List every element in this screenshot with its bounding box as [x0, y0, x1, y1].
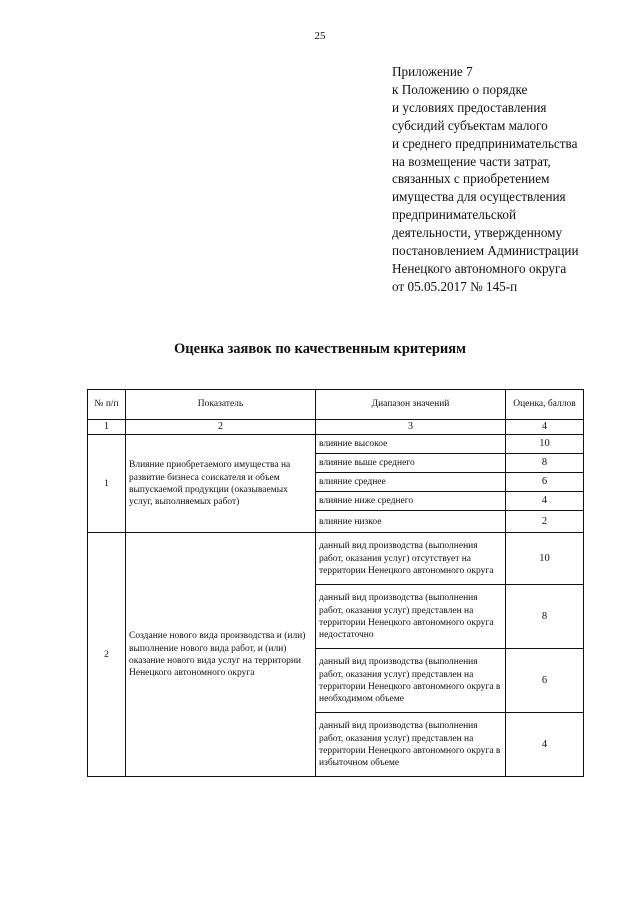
range-cell: данный вид производства (выполнения работ, оказания услуг) представлен на территории Ненецкого автономного округа недостаточно	[316, 585, 506, 649]
column-index: 3	[316, 420, 506, 435]
appendix-line: на возмещение части затрат,	[392, 153, 551, 169]
criteria-table	[87, 389, 584, 777]
table-row	[88, 435, 584, 454]
appendix-line: постановлением Администрации	[392, 243, 579, 259]
table-header-row	[88, 390, 584, 420]
indicator-cell: Влияние приобретаемого имущества на развитие бизнеса соискателя и объем выпускаемой продукции (оказываемых услуг, выполняемых работ)	[126, 435, 316, 533]
document-title: Оценка заявок по качественным критериям	[174, 341, 466, 357]
appendix-reference	[392, 63, 627, 296]
column-index: 2	[126, 420, 316, 435]
range-cell: влияние ниже среднего	[316, 492, 506, 511]
score-cell: 8	[506, 454, 584, 473]
range-cell: данный вид производства (выполнения работ, оказания услуг) представлен на территории Ненецкого автономного округа в избыточном объеме	[316, 713, 506, 777]
appendix-line: к Положению о порядке	[392, 81, 528, 97]
row-number: 1	[88, 435, 126, 533]
score-cell: 4	[506, 713, 584, 777]
score-cell: 4	[506, 492, 584, 511]
range-cell: влияние низкое	[316, 511, 506, 533]
column-index-row	[88, 420, 584, 435]
header-score: Оценка, баллов	[506, 390, 584, 420]
appendix-line: Приложение 7	[392, 64, 473, 79]
range-cell: влияние среднее	[316, 473, 506, 492]
appendix-line: и среднего предпринимательства	[392, 135, 578, 151]
appendix-line: от 05.05.2017 № 145-п	[392, 278, 518, 294]
column-index: 1	[88, 420, 126, 435]
appendix-line: предпринимательской	[392, 207, 517, 223]
range-cell: влияние высокое	[316, 435, 506, 454]
score-cell: 8	[506, 585, 584, 649]
header-indicator: Показатель	[126, 390, 316, 420]
appendix-line: Ненецкого автономного округа	[392, 260, 567, 276]
score-cell: 6	[506, 473, 584, 492]
appendix-line: деятельности, утвержденному	[392, 225, 563, 241]
row-number: 2	[88, 533, 126, 777]
appendix-line: имущества для осуществления	[392, 189, 566, 205]
header-range: Диапазон значений	[316, 390, 506, 420]
appendix-line: и условиях предоставления	[392, 99, 547, 115]
score-cell: 2	[506, 511, 584, 533]
range-cell: данный вид производства (выполнения работ, оказания услуг) отсутствует на территории Ненецкого автономного округа	[316, 533, 506, 585]
score-cell: 10	[506, 435, 584, 454]
appendix-line: связанных с приобретением	[392, 171, 550, 187]
indicator-cell: Создание нового вида производства и (или) выполнение нового вида работ, и (или) оказание нового вида услуг на территории Ненецкого автономного округа	[126, 533, 316, 777]
score-cell: 6	[506, 649, 584, 713]
appendix-line: субсидий субъектам малого	[392, 117, 548, 133]
range-cell: данный вид производства (выполнения работ, оказания услуг) представлен на территории Ненецкого автономного округа в необходимом объеме	[316, 649, 506, 713]
header-num: № п/п	[88, 390, 126, 420]
column-index: 4	[506, 420, 584, 435]
range-cell: влияние выше среднего	[316, 454, 506, 473]
table-row	[88, 533, 584, 585]
score-cell: 10	[506, 533, 584, 585]
page-number: 25	[314, 30, 326, 42]
